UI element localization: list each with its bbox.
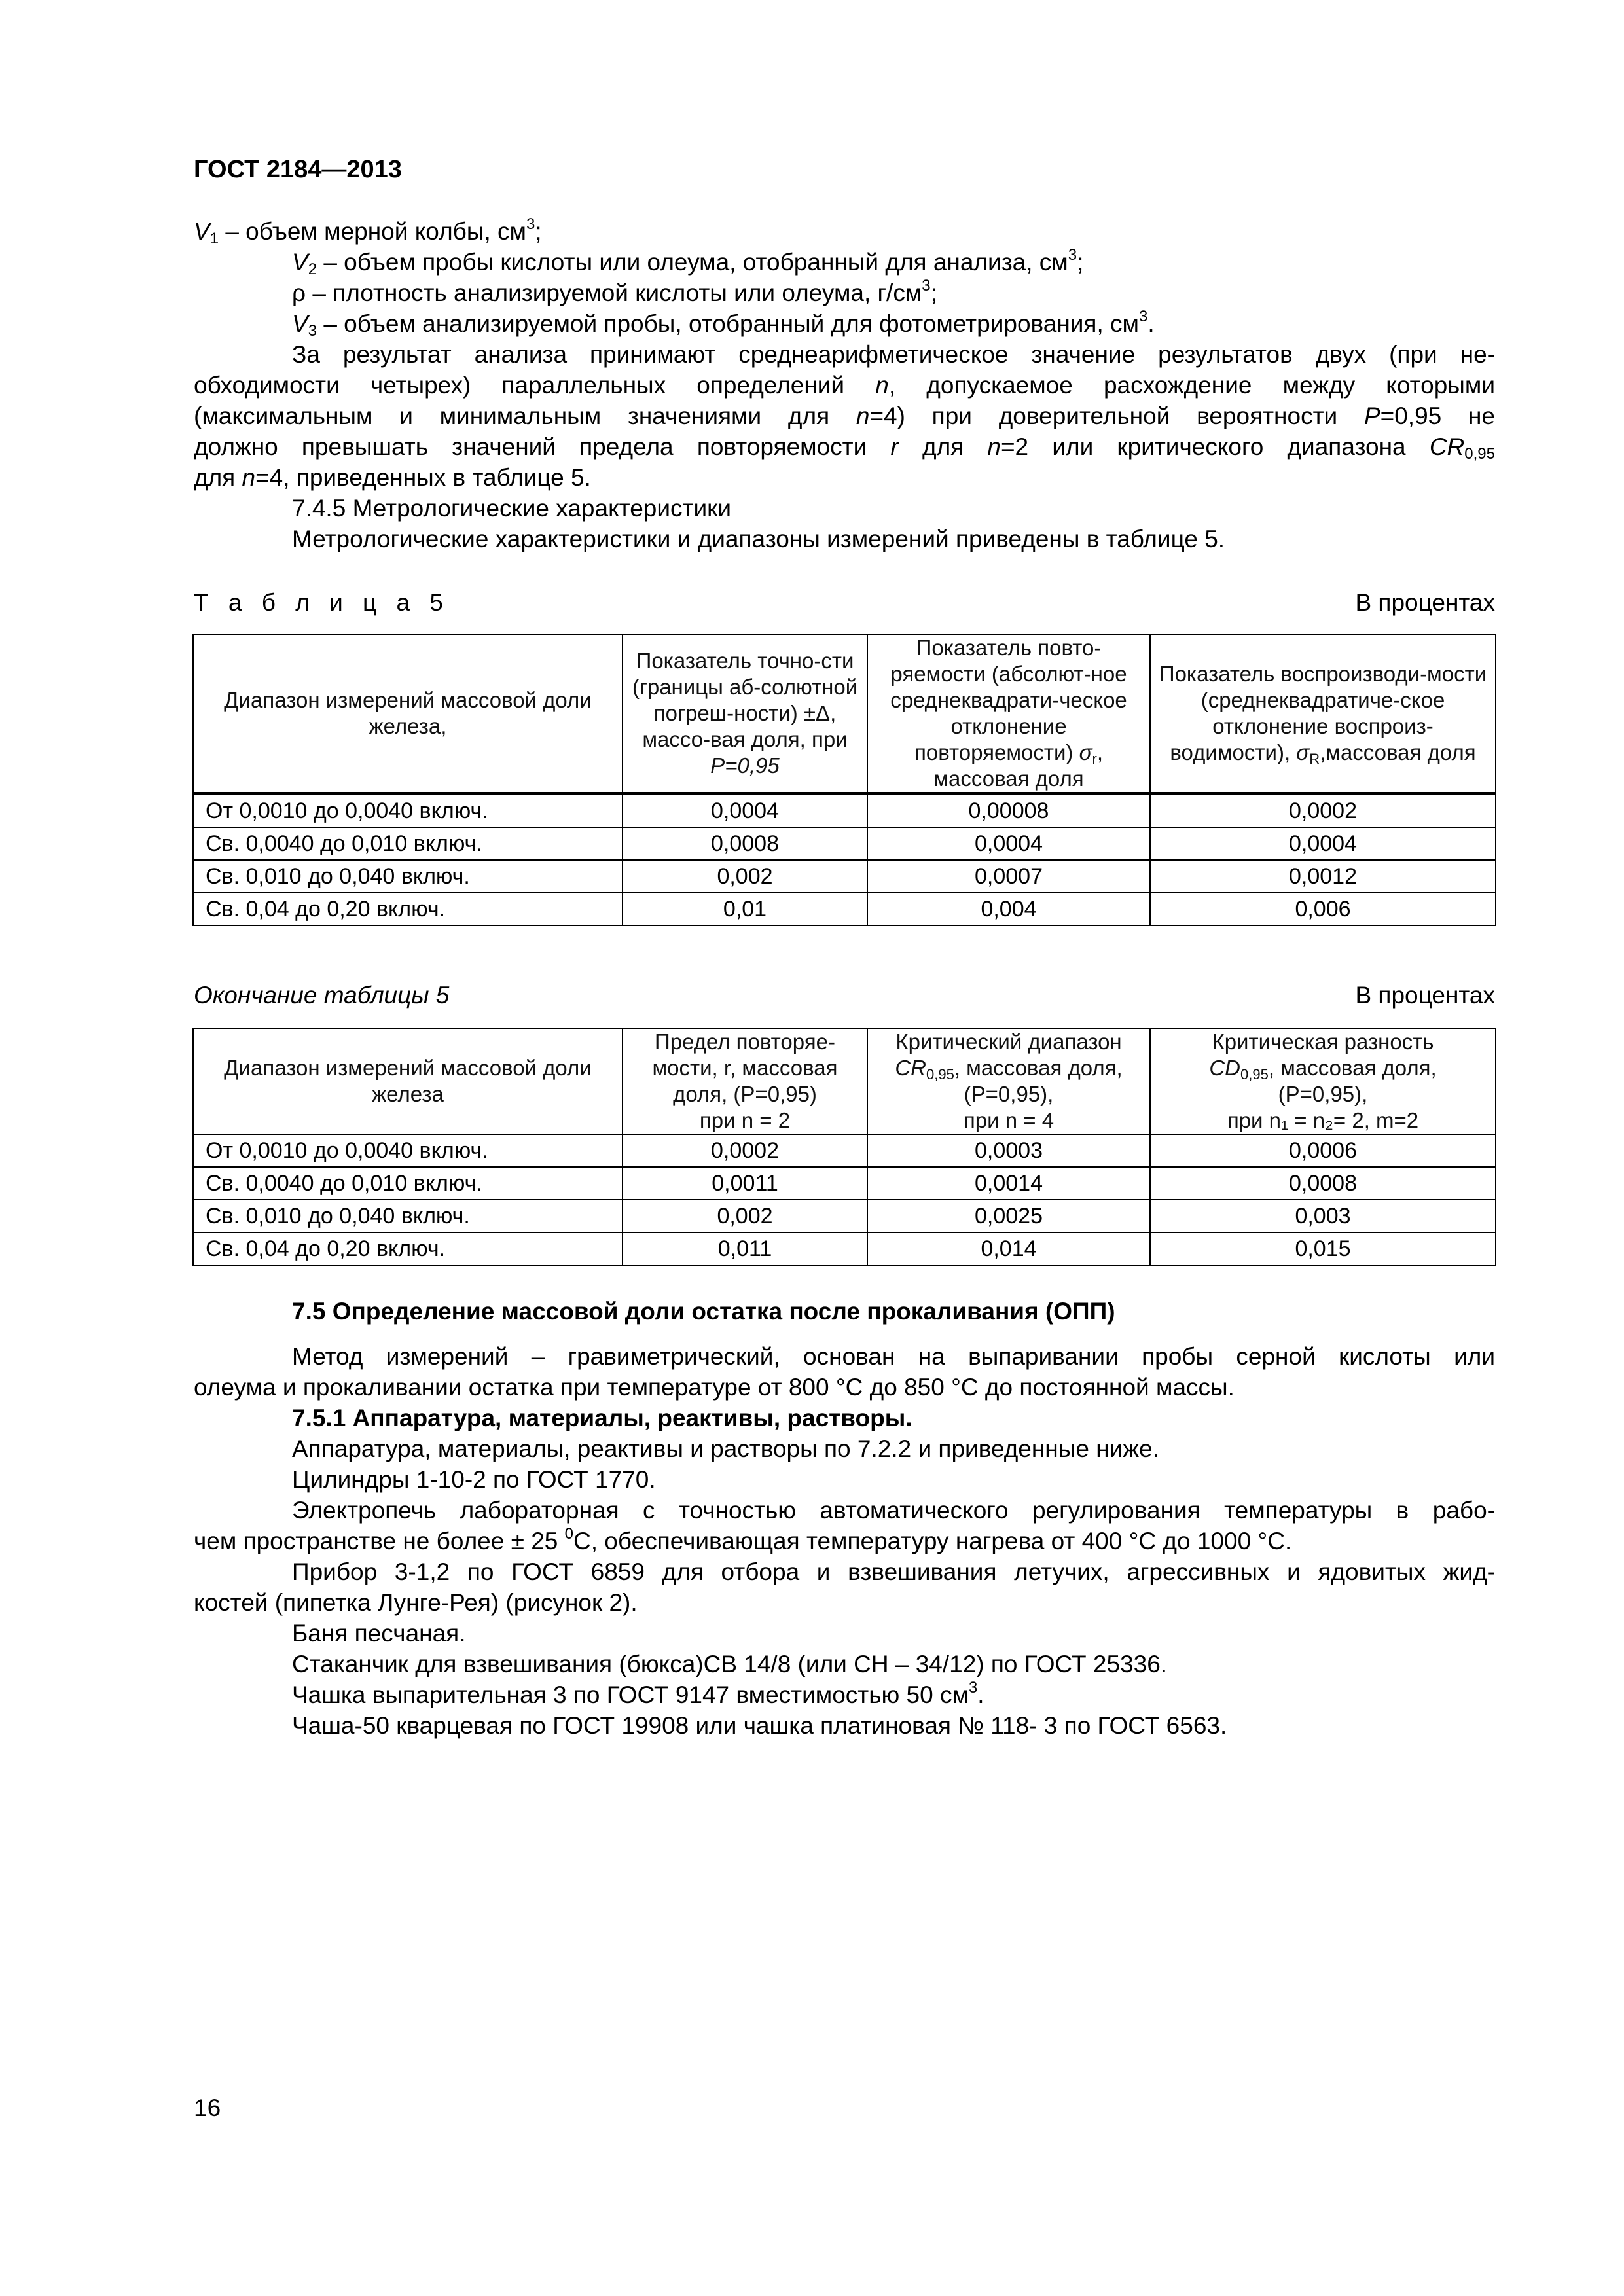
table-row: От 0,0010 до 0,0040 включ. 0,0002 0,0003 0,0006 bbox=[193, 1134, 1496, 1167]
table5-header-reproducibility: Показатель воспроизводи-мости (среднеквадратиче-ское отклонение воспроиз-водимости), $\sigma_R,массовая$ доля bbox=[1150, 634, 1496, 794]
section-7-5-1-title: 7.5.1 Аппаратура, материалы, реактивы, растворы. bbox=[292, 1405, 912, 1431]
method-line1: Метод измерений – гравиметрический, основан на выпаривании пробы серной кислоты или bbox=[292, 1343, 1495, 1370]
result-para-line3: (максимальным и минимальным значениями для n=4) при доверительной вероятности P=0,95 не bbox=[194, 403, 1495, 429]
table5-header-row bbox=[193, 634, 1496, 794]
result-para-line2: обходимости четырех) параллельных определений n, допускаемое расхождение между которыми bbox=[194, 372, 1495, 399]
list-item: Аппаратура, материалы, реактивы и растворы по 7.2.2 и приведенные ниже. bbox=[292, 1435, 1159, 1462]
table-row: Св. 0,0040 до 0,010 включ. 0,0008 0,0004 0,0004 bbox=[193, 827, 1496, 860]
list-item: Цилиндры 1-10-2 по ГОСТ 1770. bbox=[292, 1466, 656, 1493]
table-row: Св. 0,04 до 0,20 включ. 0,011 0,014 0,015 bbox=[193, 1232, 1496, 1265]
list-item-cont: чем пространстве не более ± 25 $^0$С, обеспечивающая температуру нагрева от 400 °С до 1000 °С. bbox=[194, 1525, 1292, 1554]
table-row: Св. 0,0040 до 0,010 включ. 0,0011 0,0014 0,0008 bbox=[193, 1167, 1496, 1200]
list-item: Чаша-50 кварцевая по ГОСТ 19908 или чашка платиновая № 118- 3 по ГОСТ 6563. bbox=[292, 1712, 1227, 1739]
result-para-line4: должно превышать значений предела повторяемости r для n=2 или критического диапазона $CR_{0,95}$ bbox=[194, 433, 1495, 463]
table5b-header-repeat-limit: Предел повторяе-мости, r, массовая доля, (P=0,95) при n = 2 bbox=[623, 1028, 867, 1134]
table5b-caption-row bbox=[194, 982, 1495, 1013]
var-v2: $V_2$ – объем пробы кислоты или олеума, отобранный для анализа, $см^3$; bbox=[292, 246, 1084, 278]
list-item-cont: костей (пипетка Лунге-Рея) (рисунок 2). bbox=[194, 1589, 638, 1616]
table5-header-accuracy: Показатель точно-сти (границы аб-солютной погреш-ности) ±Δ, массо-вая доля, при P=0,95 bbox=[623, 634, 867, 794]
table5 bbox=[192, 634, 1496, 926]
list-item: Стаканчик для взвешивания (бюкса)СВ 14/8 (или СН – 34/12) по ГОСТ 25336. bbox=[292, 1651, 1168, 1677]
table5-header-repeatability: Показатель повто-ряемости (абсолют-ное среднеквадрати-ческое отклонение повторяемости) $\sigma_r$, массовая доля bbox=[867, 634, 1150, 794]
list-item: Баня песчаная. bbox=[292, 1620, 466, 1647]
table-row: Св. 0,010 до 0,040 включ. 0,002 0,0025 0,003 bbox=[193, 1200, 1496, 1232]
var-v3: $V_3$ – объем анализируемой пробы, отобранный для фотометрирования, $см^3$. bbox=[292, 308, 1155, 340]
list-item: Чашка выпарительная 3 по ГОСТ 9147 вместимостью 50 $см^3$. bbox=[292, 1679, 984, 1708]
list-item: Электропечь лабораторная с точностью автоматического регулирования температуры в рабо- bbox=[292, 1497, 1495, 1524]
table-row: Св. 0,04 до 0,20 включ. 0,01 0,004 0,006 bbox=[193, 893, 1496, 925]
document-header: ГОСТ 2184—2013 bbox=[194, 156, 402, 183]
method-line2: олеума и прокаливании остатка при температуре от 800 °С до 850 °С до постоянной массы. bbox=[194, 1374, 1235, 1401]
table-row: Св. 0,010 до 0,040 включ. 0,002 0,0007 0,0012 bbox=[193, 860, 1496, 893]
table5b-header-range: Диапазон измерений массовой доли железа bbox=[193, 1028, 623, 1134]
table5-header-range: Диапазон измерений массовой доли железа, bbox=[193, 634, 623, 794]
table5b-units: В процентах bbox=[1355, 982, 1495, 1009]
table5b-header-critical-difference: Критическая разность $CD_{0,95}$, массовая доля, (P=0,95), при n₁ = n₂= 2, m=2 bbox=[1150, 1028, 1496, 1134]
section-7-4-5-text: Метрологические характеристики и диапазоны измерений приведены в таблице 5. bbox=[292, 526, 1225, 552]
result-para-line1: За результат анализа принимают среднеарифметическое значение результатов двух (при не- bbox=[292, 341, 1495, 368]
table5b bbox=[192, 1028, 1496, 1266]
variable-definitions bbox=[194, 216, 1495, 554]
section-7-5 bbox=[194, 1296, 1495, 1741]
page-number: 16 bbox=[194, 2094, 221, 2121]
table-row: От 0,0010 до 0,0040 включ. 0,0004 0,00008 0,0002 bbox=[193, 794, 1496, 828]
var-rho: ρ – плотность анализируемой кислоты или олеума, $г/см^3$; bbox=[292, 277, 937, 306]
section-7-5-title: 7.5 Определение массовой доли остатка после прокаливания (ОПП) bbox=[292, 1298, 1115, 1325]
list-item: Прибор 3-1,2 по ГОСТ 6859 для отбора и взвешивания летучих, агрессивных и ядовитых жид- bbox=[292, 1558, 1495, 1585]
table5b-caption: Окончание таблицы 5 bbox=[194, 982, 450, 1009]
table5b-header-row bbox=[193, 1028, 1496, 1134]
var-v1: $V_1$ – объем мерной колбы, $см^3$; bbox=[194, 215, 542, 247]
table5-caption-row bbox=[194, 589, 1495, 620]
section-7-4-5-title: 7.4.5 Метрологические характеристики bbox=[292, 495, 732, 522]
result-para-line5: для n=4, приведенных в таблице 5. bbox=[194, 464, 591, 491]
table5-caption: Т а б л и ц а 5 bbox=[194, 589, 450, 616]
table5b-header-critical-range: Критический диапазон $CR_{0,95}$, массовая доля, (P=0,95), при n = 4 bbox=[867, 1028, 1150, 1134]
table5-units: В процентах bbox=[1355, 589, 1495, 616]
